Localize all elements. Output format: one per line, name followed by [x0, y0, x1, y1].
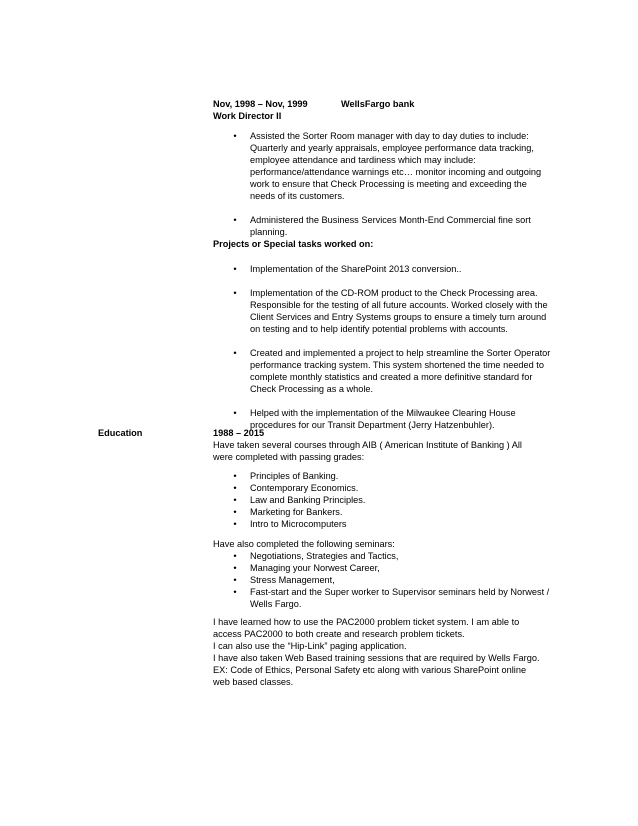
education-intro: Have taken several courses through AIB ( American Institute of Banking ) All were completed with passing grades:: [213, 440, 522, 462]
list-item: • Assisted the Sorter Room manager with day to day duties to include: Quarterly and yearly appraisals, employee performance data tracking, employee attendance and tardiness which may include: performance/attendance warnings etc… monitor incoming and outgoing work to ensure that Check Processing is meeting and exceeding the needs of its customers.: [233, 131, 542, 201]
job-header: [213, 98, 593, 122]
seminars-intro: Have also completed the following seminars:: [213, 539, 395, 549]
education-label: Education: [98, 428, 143, 438]
bullet-icon: •: [233, 483, 237, 493]
list-item: • Principles of Banking.: [233, 471, 339, 481]
job-employer: WellsFargo bank: [341, 99, 415, 109]
bullet-icon: •: [233, 131, 237, 141]
closing-line: I have learned how to use the PAC2000 problem ticket system. I am able to access PAC2000 to both create and research problem tickets.: [213, 617, 520, 639]
bullet-icon: •: [233, 575, 237, 585]
list-item: • Fast-start and the Super worker to Supervisor seminars held by Norwest / Wells Fargo.: [233, 587, 550, 609]
list-item: • Law and Banking Principles.: [233, 495, 366, 505]
job-dates: Nov, 1998 – Nov, 1999: [213, 99, 308, 109]
list-item: • Created and implemented a project to help streamline the Sorter Operator performance tracking system. This system shortened the time needed to complete monthly statistics and created a more definitive standard for Check Processing as a whole.: [233, 348, 551, 394]
closing-paragraph: [213, 616, 543, 688]
projects-list: [232, 263, 554, 431]
bullet-icon: •: [233, 519, 237, 529]
job-title: Work Director II: [213, 111, 282, 121]
closing-line: I have also taken Web Based training sessions that are required by Wells Fargo.: [213, 653, 540, 663]
bullet-icon: •: [233, 507, 237, 517]
education-years: 1988 – 2015: [213, 428, 265, 438]
list-item: • Helped with the implementation of the Milwaukee Clearing House procedures for our Transit Department (Jerry Hatzenbuhler).: [233, 408, 516, 430]
list-item: • Managing your Norwest Career,: [233, 563, 380, 573]
list-item: • Negotiations, Strategies and Tactics,: [233, 551, 399, 561]
seminars-list: [232, 550, 554, 610]
bullet-icon: •: [233, 264, 237, 274]
list-item: • Stress Management,: [233, 575, 335, 585]
courses-list: [232, 470, 554, 530]
closing-line: I can also use the “Hip-Link” paging application.: [213, 641, 407, 651]
list-item: • Contemporary Economics.: [233, 483, 359, 493]
list-item: • Administered the Business Services Month-End Commercial fine sort planning.: [233, 215, 531, 237]
bullet-icon: •: [233, 408, 237, 418]
bullet-icon: •: [233, 587, 237, 597]
bullet-icon: •: [233, 348, 237, 358]
bullet-icon: •: [233, 471, 237, 481]
bullet-icon: •: [233, 215, 237, 225]
bullet-icon: •: [233, 551, 237, 561]
bullet-icon: •: [233, 288, 237, 298]
list-item: • Implementation of the CD-ROM product to the Check Processing area. Responsible for the testing of all future accounts. Worked closely with the Client Services and Entry Systems groups to ensure a timely turn around on testing and to help identify potential problems with accounts.: [233, 288, 548, 334]
bullet-icon: •: [233, 495, 237, 505]
list-item: • Marketing for Bankers.: [233, 507, 343, 517]
list-item: • Implementation of the SharePoint 2013 conversion..: [233, 264, 462, 274]
bullet-icon: •: [233, 563, 237, 573]
job-duties-list: [232, 130, 554, 238]
list-item: • Intro to Microcomputers: [233, 519, 347, 529]
projects-heading: Projects or Special tasks worked on:: [213, 239, 374, 249]
closing-line: EX: Code of Ethics, Personal Safety etc along with various SharePoint online web based classes.: [213, 665, 527, 687]
